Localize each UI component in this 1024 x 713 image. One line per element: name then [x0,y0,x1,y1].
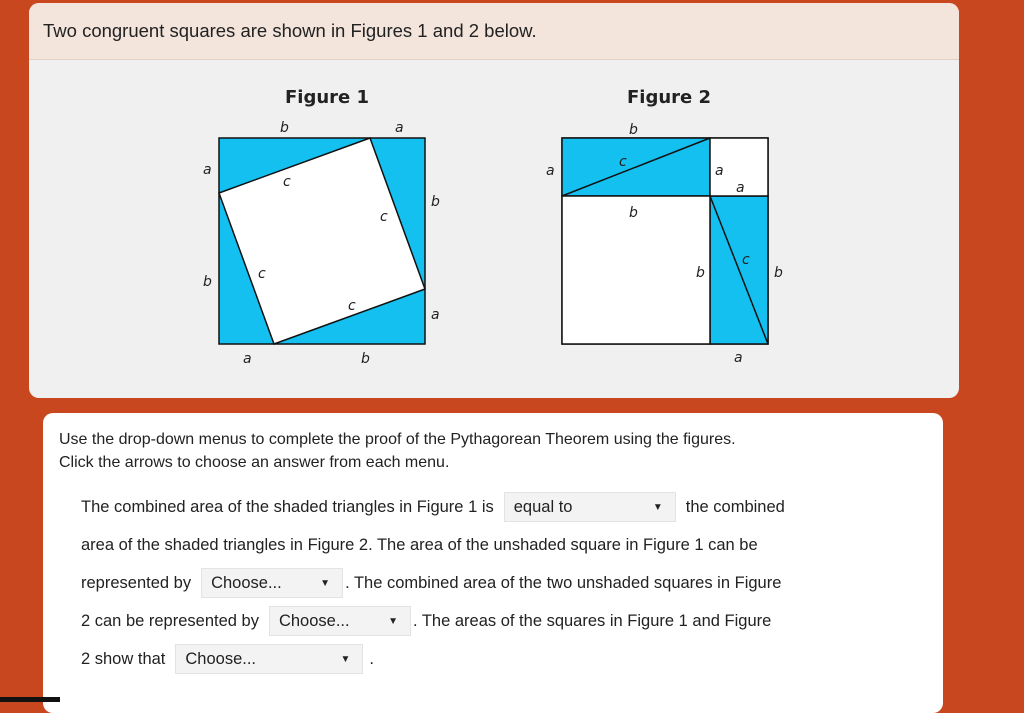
fig2-label-left-a: a [546,163,555,179]
fig1-label-right-b: b [431,194,440,210]
figure-2 [546,122,783,366]
dropdown-1-arrow-icon: ▼ [652,501,663,513]
fig1-label-bottom-b: b [361,351,370,367]
fig2-label-c-top: c [619,154,627,170]
bottom-edge-strip [0,697,60,702]
proof-paragraph [81,488,911,678]
fig1-label-left-a: a [203,162,212,178]
fig1-label-c-left: c [258,266,266,282]
proof-line-4 [81,602,911,640]
fig2-label-small-a-bottom: a [736,180,745,196]
proof-panel [43,413,943,713]
fig1-label-right-a: a [431,307,440,323]
fig2-label-mid-b: b [629,205,638,221]
proof-line-2 [81,526,911,564]
fig2-label-bottom-a: a [734,350,743,366]
dropdown-4-arrow-icon: ▼ [340,653,351,665]
proof-text-2: the combined [685,497,785,516]
dropdown-3-arrow-icon: ▼ [388,615,398,627]
dropdown-4-value: Choose... [185,649,257,668]
figure1-title: Figure 1 [285,87,370,108]
fig2-label-right-b-inner: b [696,265,705,281]
fig2-label-top-b: b [629,122,638,138]
dropdown-2-arrow-icon: ▼ [320,577,331,589]
fig1-label-c-right: c [380,209,388,225]
fig2-label-small-a-left: a [715,163,724,179]
fig2-label-right-b-outer: b [774,265,783,281]
dropdown-2-value: Choose... [211,573,282,592]
dropdown-3-value: Choose... [278,611,350,630]
figures-panel [29,3,959,398]
proof-text-5: . The combined area of the two unshaded squares in Figure [345,573,782,592]
proof-text-7: . The areas of the squares in Figure 1 and Figure [412,611,772,630]
fig1-label-top-a: a [395,120,404,136]
proof-line-3 [81,564,911,602]
fig2-label-c-right: c [742,252,750,268]
fig1-label-left-b: b [203,274,212,290]
question-prompt: Two congruent squares are shown in Figures 1 and 2 below. [43,20,537,41]
proof-text-1: The combined area of the shaded triangles in Figure 1 is [81,497,494,516]
proof-text-6: 2 can be represented by [81,611,259,630]
fig1-label-bottom-a: a [243,351,252,367]
dropdown-1[interactable] [504,492,676,522]
proof-text-8: 2 show that [81,649,166,668]
fig1-label-top-b: b [280,120,289,136]
proof-line-1 [81,488,911,526]
instructions [59,428,736,474]
instructions-line-2: Click the arrows to choose an answer from each menu. [59,454,450,471]
proof-text-4: represented by [81,573,192,592]
proof-text-3: area of the shaded triangles in Figure 2. The area of the unshaded square in Figure 1 can be [81,535,758,554]
proof-line-5 [81,640,911,678]
dropdown-2[interactable] [201,568,343,598]
fig1-label-c-bottom: c [348,298,356,314]
dropdown-1-value: equal to [513,497,573,516]
figure-1 [203,120,440,367]
dropdown-3[interactable] [269,606,411,636]
fig1-label-c-top: c [283,174,291,190]
figures-diagram [29,3,959,398]
instructions-line-1: Use the drop-down menus to complete the proof of the Pythagorean Theorem using the figures. [59,431,736,448]
dropdown-4[interactable] [175,644,363,674]
figure2-title: Figure 2 [627,87,712,108]
proof-text-9: . [369,649,374,668]
